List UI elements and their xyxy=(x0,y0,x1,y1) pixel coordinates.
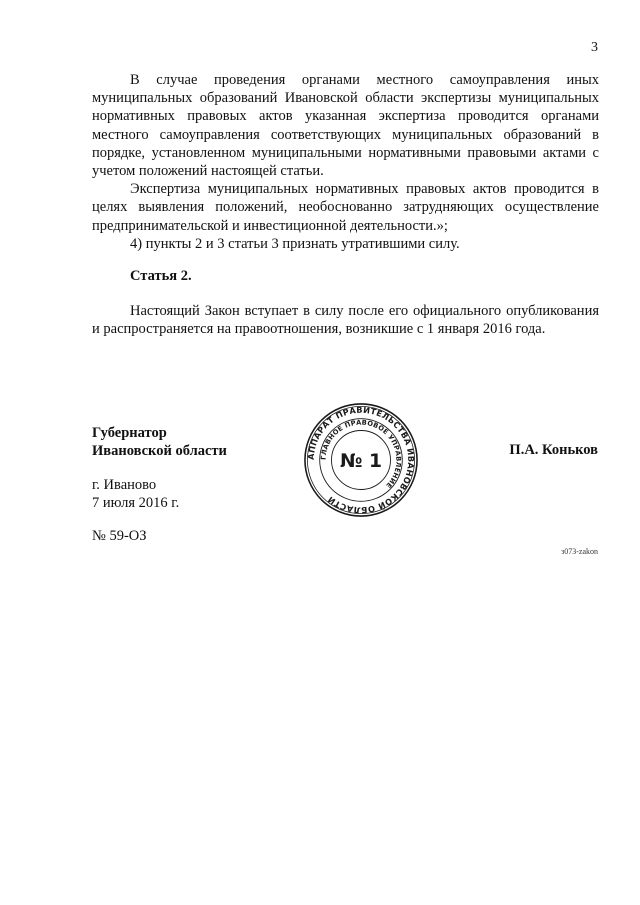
seal-ring-text: АППАРАТ ПРАВИТЕЛЬСТВА ИВАНОВСКОЙ ОБЛАСТИ xyxy=(305,404,417,516)
seal-center-text: № 1 xyxy=(340,450,382,472)
position-line: Губернатор xyxy=(92,425,167,441)
file-reference: з073-zakon xyxy=(561,547,598,556)
date: 7 июля 2016 г. xyxy=(92,495,180,511)
law-number: № 59-ОЗ xyxy=(92,528,147,544)
paragraph: В случае проведения органами местного самоуправления иных муниципальных образований Ивановской области экспертизы муниципальных нормативных правовых актов указанная экспертиза проводится органами местного самоуправления соответствующих муниципальных образований в порядке, установленном муниципальными нормативными правовыми актами с учетом положений настоящей статьи. xyxy=(92,72,599,180)
signature-position xyxy=(92,424,227,460)
official-seal xyxy=(302,401,420,519)
place: г. Иваново xyxy=(92,477,157,493)
article-heading: Статья 2. xyxy=(130,268,192,284)
place-date-block xyxy=(92,476,179,512)
paragraph: Экспертиза муниципальных нормативных правовых актов проводится в целях выявления положений, необоснованно затрудняющих осуществление предпринимательской и инвестиционной деятельности.»; xyxy=(92,181,599,234)
signer-name: П.А. Коньков xyxy=(509,442,598,458)
body-text xyxy=(92,71,599,253)
seal-inner-text: ГЛАВНОЕ ПРАВОВОЕ УПРАВЛЕНИЕ xyxy=(319,418,403,490)
page-number: 3 xyxy=(591,40,598,55)
article-body xyxy=(92,302,599,339)
paragraph: 4) пункты 2 и 3 статьи 3 признать утратившими силу. xyxy=(130,235,460,252)
paragraph: Настоящий Закон вступает в силу после его официального опубликования и распространяется на правоотношения, возникшие с 1 января 2016 года. xyxy=(92,303,599,338)
position-line: Ивановской области xyxy=(92,443,227,459)
